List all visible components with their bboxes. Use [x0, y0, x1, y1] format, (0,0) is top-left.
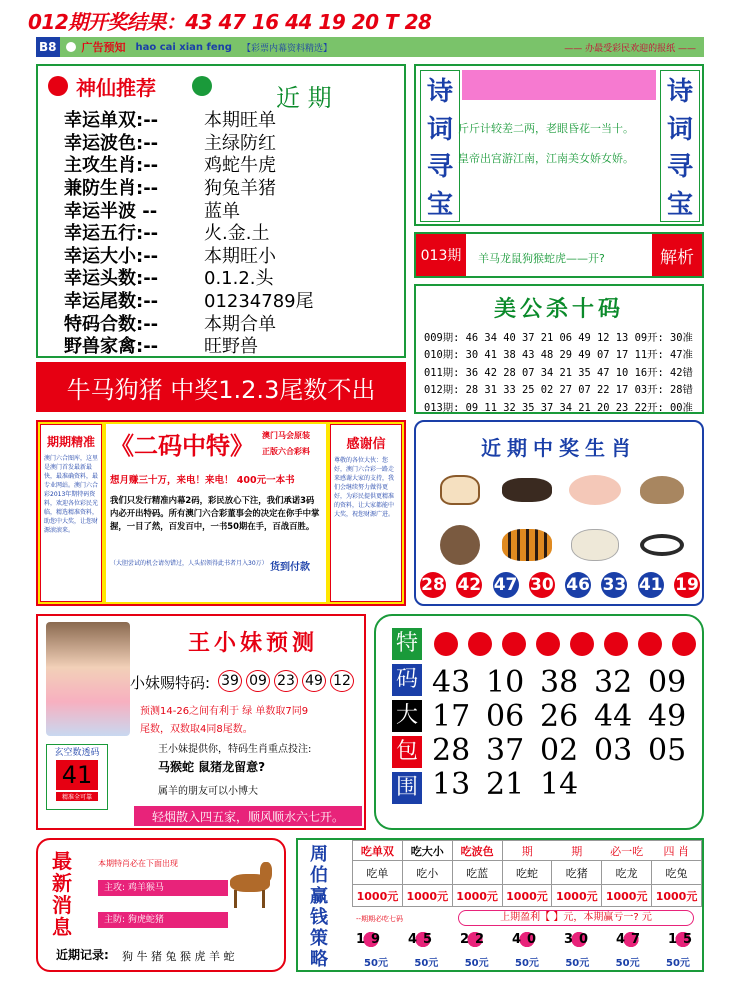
recent-label: 近 期 — [276, 84, 332, 112]
red-dot-icon — [604, 632, 628, 656]
monkey-icon — [426, 517, 494, 572]
tema-row: 43 10 38 32 09 — [432, 665, 687, 700]
riddle-panel — [414, 232, 704, 278]
wang-title: 王小妹预测 — [187, 631, 318, 656]
ball: 19 — [674, 572, 700, 598]
wang-line4: 马猴蛇 鼠猪龙留意? — [158, 760, 266, 774]
meigong-row: 012期: 28 31 33 25 02 27 07 22 17 03开: 28错 — [424, 384, 693, 397]
red-dot-icon — [536, 632, 560, 656]
pink-block — [462, 70, 656, 100]
tema-label: 小妹赐特码: — [130, 674, 211, 692]
tema-ball: 12 — [330, 670, 354, 692]
erma-left-text: 澳门六合图库，这里是澳门首发最新最快，最准确资料，最专业网站。澳门六合彩2013年期特码资料，欢迎各位彩民光临，精选精准资料，助您中大奖，让您财源滚滚来。 — [44, 455, 99, 534]
meigong-row: 009期: 46 34 40 37 21 06 49 12 13 09开: 30准 — [424, 332, 693, 344]
red-dot-icon — [468, 632, 492, 656]
banner-red: 牛马狗猪 中奖1.2.3尾数不出 — [36, 362, 406, 412]
erma-right-text: 尊敬的各位大伙：您好，澳门六合彩一路走来感谢大家的支持，我们会继续努力做得更好，为彩民提供更精准的资料，让大家都能中大奖，祝您财源广进。 — [334, 457, 395, 518]
erma-left-title: 期期精准 — [46, 435, 95, 449]
ball: 47 — [493, 572, 519, 598]
right-note: —— 办最受彩民欢迎的报纸 —— — [564, 43, 696, 54]
small-money-row: 50元 50元 50元 50元 50元 50元 50元 — [364, 958, 690, 969]
ball: 42 — [456, 572, 482, 598]
red-dots-row — [434, 632, 696, 656]
red-dot-icon — [502, 632, 526, 656]
profit-label: --期期必吃七码 — [356, 915, 404, 923]
dog-icon — [426, 462, 494, 517]
horse-icon — [224, 860, 278, 910]
shenxian-row: 主攻生肖:-- 鸡蛇牛虎 — [64, 155, 276, 177]
animal-grid — [426, 462, 696, 572]
wang-line1: 预测14-26之间有利于 绿 单数取7同9 — [140, 706, 309, 717]
ad-sub: 【彩票内幕资料精选】 — [241, 43, 332, 54]
erma-side1: 澳门马会原装 — [262, 431, 310, 440]
shenxian-row: 兼防生肖:-- 狗兔羊猪 — [64, 178, 276, 200]
tema-side-char: 包 — [392, 736, 422, 768]
erma-left — [40, 424, 102, 602]
ball: 30 — [529, 572, 555, 598]
erma-right-title: 感谢信 — [346, 437, 386, 452]
red-dot-icon — [434, 632, 458, 656]
issue-label: 013期 — [416, 234, 466, 276]
tema-row: 17 06 26 44 49 — [432, 699, 687, 734]
tema-side-char: 特 — [392, 628, 422, 660]
tema-ball: 23 — [274, 670, 298, 692]
meigong-rows — [424, 330, 693, 417]
xuankong-num: 41 — [56, 760, 98, 790]
snake-icon — [629, 517, 697, 572]
red-dot-icon — [570, 632, 594, 656]
tiger-icon — [494, 517, 562, 572]
wang-panel — [36, 614, 366, 830]
riddle-text: 羊马龙鼠狗猴蛇虎——开? — [478, 252, 605, 265]
erma-right — [330, 424, 402, 602]
shenxian-row: 幸运尾数:-- 01234789尾 — [64, 291, 314, 313]
red-dot-icon — [48, 76, 68, 96]
ball: 33 — [601, 572, 627, 598]
news-title: 最 新 消 息 — [52, 849, 72, 939]
meigong-title: 美公杀十码 — [493, 297, 624, 322]
circle-icon — [66, 42, 76, 52]
tema-row: 13 21 14 — [432, 767, 579, 802]
page-tag: B8 — [36, 37, 60, 57]
ad-bar — [36, 37, 704, 57]
ball: 46 — [565, 572, 591, 598]
shenxian-rows — [64, 108, 404, 357]
sheep-icon — [561, 517, 629, 572]
record-text: 狗 牛 猪 兔 猴 虎 羊 蛇 — [122, 950, 235, 963]
result-title: 012期开奖结果：43 47 16 44 19 20 T 28 — [28, 10, 432, 34]
tema-ball: 39 — [218, 670, 242, 692]
tema-grid — [432, 666, 702, 802]
tema-panel — [374, 614, 704, 830]
tema-ball: 49 — [302, 670, 326, 692]
meigong-row: 010期: 30 41 38 43 48 29 49 07 17 11开: 47准 — [424, 349, 693, 362]
poem-panel — [414, 64, 704, 226]
meigong-row: 013期: 09 11 32 35 37 34 21 20 23 22开: 00准 — [424, 401, 693, 414]
erma-side2: 正版六合彩料 — [262, 447, 310, 456]
meigong-panel — [414, 284, 704, 414]
erma-main — [106, 424, 326, 602]
shenxian-panel — [36, 64, 406, 358]
poem-line-1: 斤斤计较差二两，老眼昏花一当十。 — [458, 122, 634, 135]
zhufang: 主防: 狗虎蛇猪 — [98, 912, 228, 928]
ad-pinyin: hao cai xian feng — [135, 41, 232, 53]
green-dot-icon — [192, 76, 212, 96]
ball: 41 — [638, 572, 664, 598]
pig-icon — [561, 462, 629, 517]
shenxian-title: 神仙推荐 — [76, 76, 156, 100]
erma-body: 我们只发行精准内幕2码，彩民放心下注，我们承诺3码内必开出特码。所有澳门六合彩董事会的决定在你手中掌握，一目了然，百发百中，一书50期在手，百战百胜。 — [110, 495, 320, 531]
tema-side-char: 大 — [392, 700, 422, 732]
tema-side-char: 围 — [392, 772, 422, 804]
number-row — [420, 572, 700, 598]
red-dot-icon — [638, 632, 662, 656]
shenxian-row: 野兽家禽:-- 旺野兽 — [64, 336, 258, 358]
wang-line3: 王小妹提供你，特码生肖重点投注: — [158, 744, 312, 755]
erma-foot2: 货到付款 — [270, 562, 310, 573]
poem-line-2: 皇帝出宫游江南，江南美女娇女娇。 — [458, 152, 634, 165]
zhoubo-title: 周 伯 赢 钱 策 略 — [310, 844, 328, 970]
ad-label: 广告预知 — [81, 41, 126, 54]
tema-row: 28 37 02 03 05 — [432, 733, 687, 768]
tema-side — [392, 628, 422, 808]
wang-line5: 属羊的朋友可以小博大 — [158, 786, 258, 797]
girl-photo — [46, 622, 130, 736]
news-panel — [36, 838, 286, 972]
xuankong-sub: 精准全可靠 — [56, 792, 98, 801]
shenxian-row: 幸运大小:-- 本期旺小 — [64, 245, 276, 267]
tema-ball: 09 — [246, 670, 270, 692]
shenxian-row: 幸运五行:-- 火.金.土 — [64, 223, 270, 245]
wang-line2: 尾数，双数取4同8尾数。 — [140, 724, 253, 735]
shenxian-row: 特码合数:-- 本期合单 — [64, 313, 276, 335]
profit-text: 上期盈利【 】元，本期赢亏一? 元 — [458, 910, 694, 926]
red-dot-icon — [672, 632, 696, 656]
erma-main-title: 《二码中特》 — [110, 432, 254, 460]
shenxian-row: 幸运半波 -- 蓝单 — [64, 200, 240, 222]
shengxiao-title: 近期中奖生肖 — [481, 436, 637, 460]
shenxian-row: 幸运单双:-- 本期旺单 — [64, 110, 276, 132]
jiexi-button[interactable]: 解析 — [652, 234, 702, 276]
shengxiao-panel — [414, 420, 704, 606]
ox-icon — [494, 462, 562, 517]
wang-footer: 轻烟散入四五家，顺风顺水六七开。 — [134, 806, 362, 826]
tema-side-char: 码 — [392, 664, 422, 696]
ball: 28 — [420, 572, 446, 598]
zhugong: 主攻: 鸡羊猴马 — [98, 880, 228, 896]
xuankong-box — [46, 744, 108, 810]
zhoubo-table: 吃单双 吃大小 吃波色 期 期 必一吃 四 肖 吃单 吃小 吃蓝 吃蛇 吃猪 吃龙 吃兔 1000元 1000元 1000元 1000元 1000元 1000元 1000元 — [352, 840, 702, 907]
shenxian-row: 幸运头数:-- 0.1.2.头 — [64, 268, 274, 290]
poem-left-col: 诗 词 寻 宝 — [420, 70, 460, 222]
erma-foot: （大胆尝试的机会请勿错过，人头招领得此书者月入30万） — [110, 560, 268, 567]
erma-panel — [36, 420, 406, 606]
poem-right-col: 诗 词 寻 宝 — [660, 70, 700, 222]
shenxian-row: 幸运波色:-- 主绿防红 — [64, 132, 276, 154]
rabbit-icon — [629, 462, 697, 517]
news-note: 本期特肖必在下面出现 — [98, 859, 178, 868]
code-row: 19 45 22 40 30 47 15 — [356, 932, 699, 947]
tema-balls — [218, 670, 354, 692]
erma-slogan: 想月赚三十万，来电！来电！ 400元一本书 — [110, 475, 295, 486]
xuankong-label: 玄空数透码 — [54, 748, 100, 758]
record-label: 近期记录: — [56, 948, 109, 962]
zhoubo-panel — [296, 838, 704, 972]
meigong-row: 011期: 36 42 28 07 34 21 35 47 10 16开: 42错 — [424, 366, 693, 379]
